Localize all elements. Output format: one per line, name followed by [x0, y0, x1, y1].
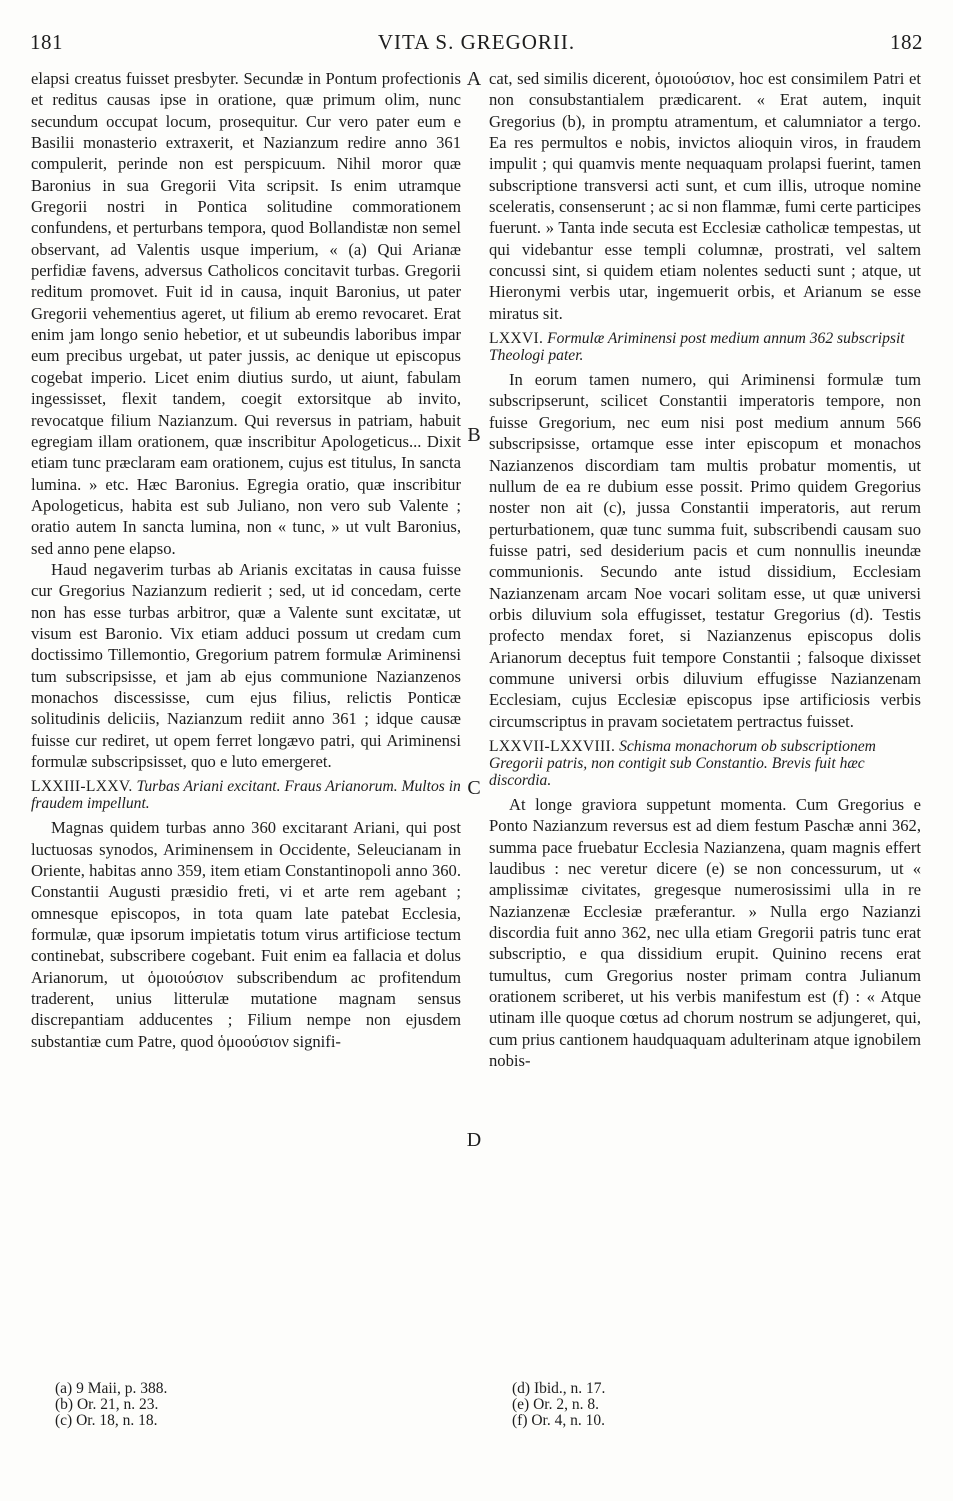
right-column	[489, 68, 921, 1071]
paragraph: Magnas quidem turbas anno 360 excitarant Ariani, qui post luctuosas synodos, Ariminensem in Occidente, Seleucianam in Oriente, habitas anno 359, item etiam Constantinopoli anno 360. Constantii Augusti præsidio freti, vi et arte rem agebant ; omnesque episcopos, in tota quam late patebat Ecclesia, formulæ, quæ ipsorum impietatis totum virus artificiose tectum continebat, subscribere cogebant. Fuit enim ea fallacia et dolus Arianorum, ut ὁμοιούσιον subscribendum ac profitendum traderent, unius litterulæ mutatione magnam sensus discrepantiam adducentes ; Filium nempe non ejusdem substantiæ cum Patre, quod ὁμοούσιον signifi-	[31, 818, 461, 1051]
section-heading	[31, 778, 461, 812]
paragraph: In eorum tamen numero, qui Ariminensi formulæ tum subscripserunt, scilicet Constantii imperatoris tempore, non fuisse Gregorium, nec eum nisi post medium annum 566 subscripsisse, ortamque esse inter episcopum et monachos Nazianzenos discordiam tam multis probatur momentis, ut nullum de ea re dubium esse possit. Primo quidem Gregorius noster non ait (c), jussa Constantii imperatoris, aut rerum perturbationem, quæ tunc summa fuit, subscribendi causam suo fuisse patri, sed desiderium pacis et cum nonnullis ineundæ communionis. Secundo ante istud dissidium, Ecclesiam Nazianzenam arcam Noe vocari solitam esse, ut quæ universi orbis diluvium sola effugisset, testatur Gregorius (d). Testis profecto mendax foret, si Nazianzenus episcopus dolis Arianorum deceptus fuit tempore Constantii ; falsoque dixisset commune universi orbis diluvium effugisse Nazianzenam Ecclesiam, cujus Ecclesiæ episcopus ipse artificiosis verbis circumscriptus in pravam societatem pertractus fuisset.	[489, 370, 921, 731]
margin-letter: B	[467, 424, 481, 446]
footnote: (d) Ibid., n. 17.	[512, 1380, 606, 1397]
footnote: (f) Or. 4, n. 10.	[512, 1412, 605, 1429]
footnote: (b) Or. 21, n. 23.	[55, 1396, 159, 1413]
footnote: (e) Or. 2, n. 8.	[512, 1396, 599, 1413]
section-number: LXXIII-LXXV.	[31, 778, 133, 796]
section-number: LXXVI.	[489, 330, 544, 348]
section-heading	[489, 738, 921, 789]
margin-letter: C	[467, 777, 481, 799]
paragraph: At longe graviora suppetunt momenta. Cum Gregorius e Ponto Nazianzum reversus est ad diem festum Paschæ anni 362, summa pace fruebatur Ecclesia Nazianzena, quam magnis effert laudibus : nec veretur dicere (e) se non concessurum, ut « amplissimæ civitates, gregesque numerosissimi ulla in re Nazianzenæ Ecclesiæ præferantur. » Nulla ergo Nazianzi discordia fuit anno 362, nec ulla etiam Gregorii patris tunc erat subscriptio, e qua dissidium erupit. Quinino recens erat tumultus, cum Gregorius noster primam contra Julianum orationem scriberet, ut his verbis manifestum est (f) : « Atque utinam ille quoque cœtus ad chorum nostrum se adjungeret, qui, cum prius cantionem haudquaquam adulterinam atque ignobilem nobis-	[489, 794, 921, 1071]
page-number-left: 181	[30, 30, 63, 54]
paragraph: Haud negaverim turbas ab Arianis excitatas in causa fuisse cur Gregorius Nazianzum redierit ; sed, ut id concedam, certe non has esse turbas arbitror, quæ a Valente sunt excitatæ, ut visum est Baronio. Vix etiam adduci possum ut credam cum doctissimo Tillemontio, Gregorium patrem formulæ Ariminensi tum subscripsisse, et jam ab ejus communione Nazianzenos monachos discessisse, cum ejus filius, relictis Ponticæ solitudinis deliciis, Nazianzum rediit anno 361 ; idque causæ fuisse cur rediret, ut opem ferret longævo patri, qui Ariminensi formulæ subscripsisset, quo e luto emergeret.	[31, 559, 461, 771]
running-header	[30, 30, 923, 60]
footnotes-left	[55, 1381, 167, 1429]
section-number: LXXVII-LXXVIII.	[489, 737, 616, 755]
margin-letter: D	[466, 1129, 482, 1151]
footnote: (a) 9 Maii, p. 388.	[55, 1380, 168, 1397]
margin-letter: A	[466, 68, 482, 90]
paragraph: elapsi creatus fuisset presbyter. Secundæ in Pontum profectionis et reditus causas ipse in oratione, quæ primum olim, nunc secundum occupat locum, prosequitur. Cur vero pater eum e Basilii monasterio extraxerit, et Nazianzum redire anno 361 compulerit, perinde non est perspicuum. Nihil moror quæ Baronius in sua Gregorii Vita scripsit. Is enim utramque Gregorii nostri in Pontica solitudine commorationem confundens, et perturbans tempora, quod Bollandistæ non semel observant, ad Valentis usque imperium, « (a) Qui Arianæ perfidiæ favens, adversus Catholicos concitavit turbas. Gregorii reditum promovet. Fuit id in causa, inquit Baronius, ut pater Gregorii vehementius ageret, ut filium ab eremo revocaret. Erat enim jam longo senio hebetior, et ut subeundis laboribus impar eum precibus urgebat, ut pater jussis, ac denique ut episcopus cogebat imperio. Licet enim diutius surdo, ut aiunt, fabulam ingessisset, flexit tandem, coegit extorsitque ab invito, revocatque filium Nazianzum. Qui reversus in patriam, habuit egregiam illam orationem, quæ inscribitur Apologeticus... Dixit etiam tunc præclaram eam orationem, cujus est titulus, In sancta lumina. » etc. Hæc Baronius. Egregia oratio, quæ inscribitur Apologeticus, habita est sub Juliano, non vero sub Valente ; oratio autem In sancta lumina, non « tunc, » ut vult Baronius, sed anno pene elapso.	[31, 69, 461, 558]
section-title: Turbas Ariani excitant. Fraus Arianorum. Multos in fraudem impellunt.	[31, 778, 461, 813]
section-title: Formulæ Ariminensi post medium annum 362 subscripsit Theologi pater.	[489, 330, 905, 365]
left-column	[31, 68, 461, 1052]
running-title: VITA S. GREGORII.	[377, 30, 576, 54]
section-heading	[489, 330, 921, 364]
section-title: Schisma monachorum ob subscriptionem Gregorii patris, non contigit sub Constantio. Brevis fuit hæc discordia.	[489, 737, 876, 789]
footnote: (c) Or. 18, n. 18.	[55, 1412, 158, 1429]
footnotes-right	[512, 1381, 605, 1429]
paragraph: cat, sed similis dicerent, ὁμοιούσιον, hoc est consimilem Patri et non consubstantialem prædicarent. « Erat autem, inquit Gregorius (b), in promptu atramentum, et calumniator a tergo. Ea res permultos e nobis, invictos alioquin viros, in fraudem impulit ; qui quamvis mente nequaquam prolapsi fuerint, tamen subscriptione transversi acti sunt, et cum illis, utroque nomine sceleratis, consenserunt ; ac si non flammæ, fumi certe participes fuerunt. » Tanta inde secuta est Ecclesiæ catholicæ tempestas, ut qui videbantur esse templi columnæ, prostrati, vel saltem concussi sint, si quidem etiam nolentes seducti sunt ; atque, ut Hieronymi verbis utar, ingemuerit orbis, et Arianum se esse miratus sit.	[489, 69, 921, 323]
page-number-right: 182	[890, 30, 923, 54]
